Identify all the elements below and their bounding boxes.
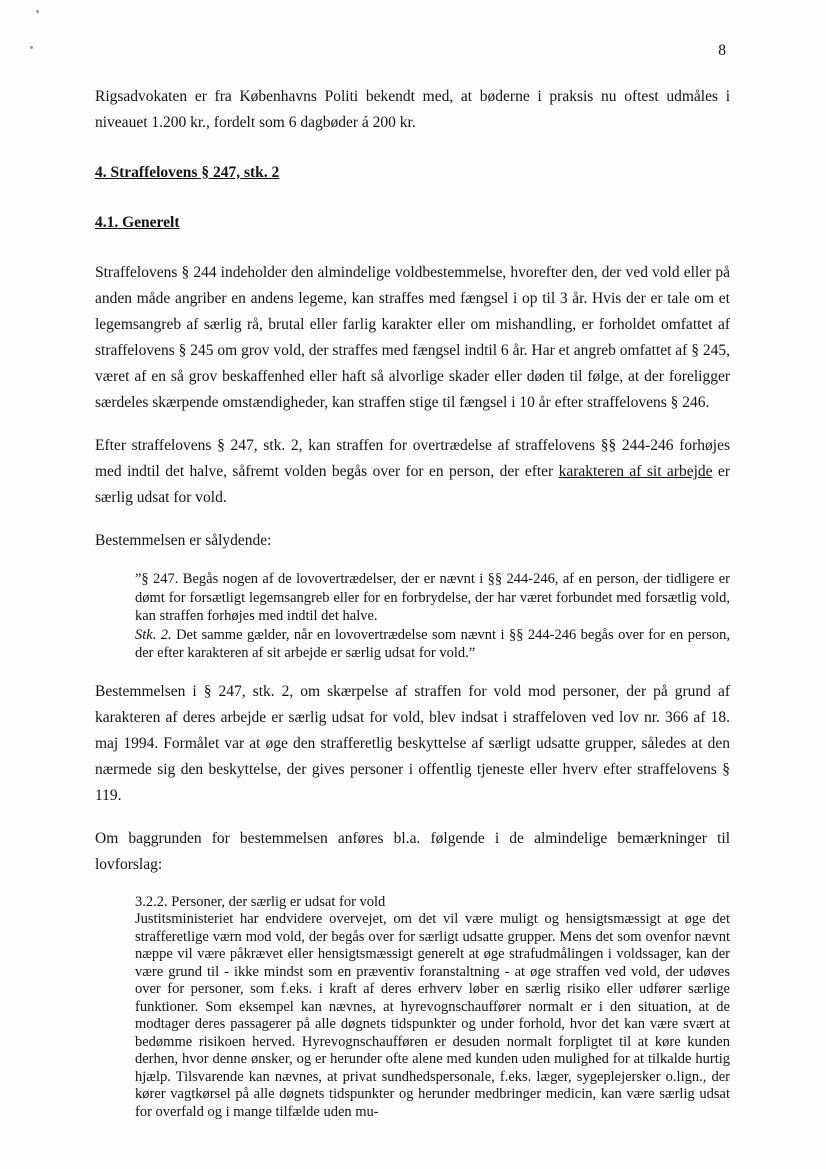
scan-artifact bbox=[30, 46, 33, 49]
text-run-post: er særlig udsat for vold. bbox=[95, 463, 730, 506]
quote-paragraph-2 bbox=[135, 626, 730, 663]
quote-paragraph-1: ”§ 247. Begås nogen af de lovovertrædelser, der er nævnt i §§ 244-246, af en person, der tidligere er dømt for forsætligt legemsangreb eller for en forbrydelse, der har været forbundet med forsætlig vold, kan straffen forhøjes med indtil det halve. bbox=[135, 571, 730, 624]
section-heading: 4. Straffelovens § 247, stk. 2 bbox=[95, 164, 280, 181]
excerpt-title: 3.2.2. Personer, der særlig er udsat for vold bbox=[135, 893, 386, 910]
legislative-remarks-excerpt bbox=[135, 894, 730, 1122]
underlined-phrase: karakteren af sit arbejde bbox=[558, 463, 713, 480]
subsection-heading: 4.1. Generelt bbox=[95, 214, 180, 231]
scan-artifact bbox=[36, 10, 39, 13]
stk2-text: Det samme gælder, når en lovovertrædelse som nævnt i §§ 244-246 begås over for en person, der efter karakteren af sit arbejde er særlig udsat for vold.” bbox=[135, 626, 731, 661]
stk2-label: Stk. 2. bbox=[135, 626, 172, 643]
paragraph-fine-levels: Rigsadvokaten er fra Københavns Politi bekendt med, at bøderne i praksis nu oftest udmåles i niveauet 1.200 kr., fordelt som 6 dagbøder á 200 kr. bbox=[95, 88, 730, 131]
paragraph-247-stk2 bbox=[95, 433, 730, 511]
paragraph-general-provisions: Straffelovens § 244 indeholder den almindelige voldbestemmelse, hvorefter den, der ved vold eller på anden måde angriber en andens legeme, kan straffes med fængsel i op til 3 år. Hvis der er tale om et legemsangreb af særlig rå, brutal eller farlig karakter eller om mishandling, er forholdet omfattet af straffelovens § 245 om grov vold, der straffes med fængsel indtil 6 år. Har et angreb omfattet af § 245, været af en så grov beskaffenhed eller haft så alvorlige skader eller døden til følge, at der foreligger særdeles skærpende omstændigheder, kan straffen stige til fængsel i 10 år efter straffelovens § 246. bbox=[95, 264, 730, 411]
paragraph-lead-in: Bestemmelsen er sålydende: bbox=[95, 532, 272, 549]
paragraph-remarks-intro: Om baggrunden for bestemmelsen anføres bl.a. følgende i de almindelige bemærkninger til lovforslag: bbox=[95, 829, 730, 873]
statute-quote bbox=[135, 570, 730, 663]
excerpt-body: Justitsministeriet har endvidere overvejet, om det vil være muligt og hensigtsmæssigt at øge det strafferetlige værn mod vold, der begås over for særligt udsatte grupper. Mens det som ovenfor nævnt næppe vil være påkrævet eller hensigtsmæssigt generelt at øge strafudmålingen i voldssager, kan der være grund til - ikke mindst som en præventiv foranstaltning - at øge straffen ved vold, der udøves over for personer, som f.eks. i kraft af deres erhverv løber en særlig risiko eller udfører særlige funktioner. Som eksempel kan nævnes, at hyrevognschauffører normalt er i den situation, at de modtager deres passagerer på alle døgnets tidspunkter og under forhold, hvor det kan være svært at bedømme risikoen herved. Hyrevognschaufføren er desuden normalt forpligtet til at køre kunden derhen, hvor denne ønsker, og er herunder ofte alene med kunden uden mulighed for at tilkalde hurtig hjælp. Tilsvarende kan nævnes, at privat sundhedspersonale, f.eks. læger, sygeplejersker o.lign., der kører vagtkørsel på alle døgnets tidspunkter og herunder medbringer medicin, kan være særlig udsat for overfald og i mange tilfælde uden mu- bbox=[135, 911, 730, 1120]
paragraph-law-background: Bestemmelsen i § 247, stk. 2, om skærpelse af straffen for vold mod personer, der på grund af karakteren af deres arbejde er særlig udsat for vold, blev indsat i straffeloven ved lov nr. 366 af 18. maj 1994. Formålet var at øge den strafferetlig beskyttelse af særligt udsatte grupper, således at den nærmede sig den beskyttelse, der gives personer i offentlig tjeneste eller hverv efter straffelovens § 119. bbox=[95, 682, 730, 804]
page-number: 8 bbox=[718, 42, 726, 59]
text-run-pre: Efter straffelovens § 247, stk. 2, kan straffen for overtrædelse af straffelovens §§ 244-246 forhøjes med indtil det halve, såfremt volden begås over for en person, der efter bbox=[95, 437, 730, 480]
